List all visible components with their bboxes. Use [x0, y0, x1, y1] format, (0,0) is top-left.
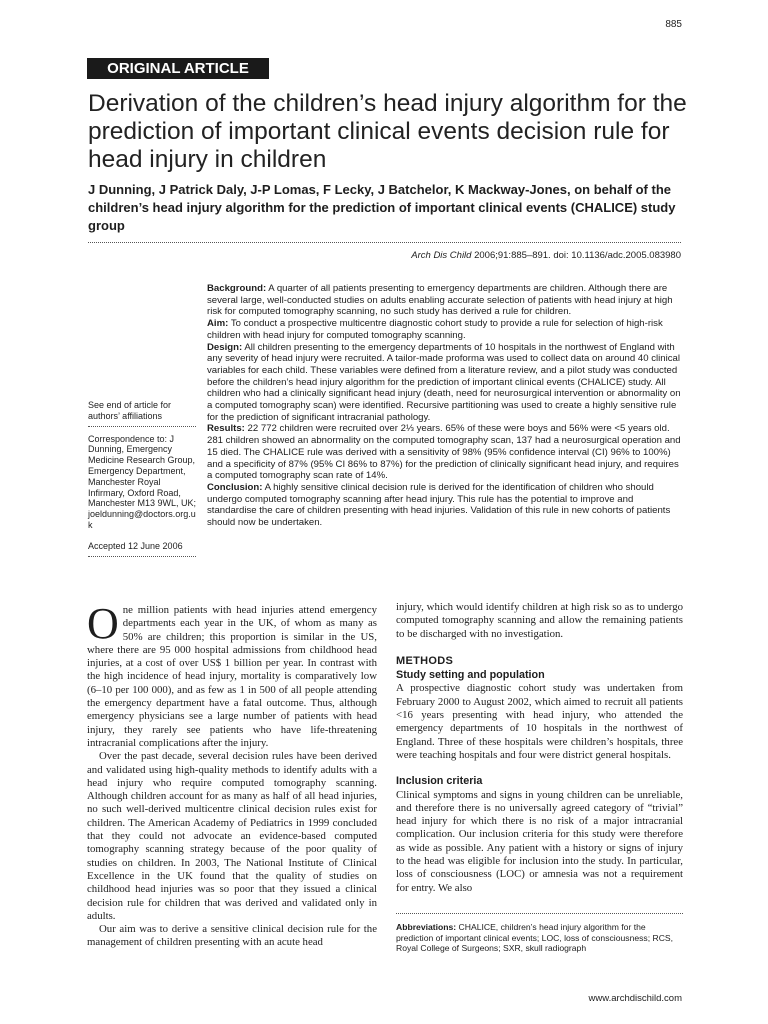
abstract-conclusion — [207, 482, 683, 529]
abstract-label: Background: — [207, 283, 267, 294]
dotted-divider — [88, 242, 681, 243]
abstract-text: A highly sensitive clinical decision rule is derived for the identification of children who should undergo computed tomography scanning after head injury. This rule has the potential to improve and standardise the care of children presenting with head injuries. Validation of this rule in new cohorts of patients should now be undertaken. — [207, 481, 671, 529]
dotted-divider — [88, 426, 196, 427]
author-list: J Dunning, J Patrick Daly, J-P Lomas, F Lecky, J Batchelor, K Mackway-Jones, on behalf of the children’s head injury algorithm for the prediction of important clinical events (CHALICE) study group — [88, 182, 676, 233]
abstract-aim — [207, 318, 683, 341]
abbreviations-text: CHALICE, children’s head injury algorithm for the prediction of important clinical events; LOC, loss of consciousness; RCS, Royal College of Surgeons; SXR, skull radiograph — [396, 922, 674, 954]
abstract-label: Aim: — [207, 318, 229, 330]
intro-paragraph — [87, 599, 377, 750]
subsection-heading: Study setting and population — [396, 669, 545, 682]
body-paragraph: injury, which would identify children at high risk so as to undergo computed tomography scanning and allow the remaining patients to be discharged with no investigation. — [396, 601, 683, 640]
dotted-divider — [396, 913, 683, 914]
body-column-right — [396, 601, 683, 895]
intro-paragraph: Over the past decade, several decision rules have been derived and validated using high-quality methods to identify adults with a head injury who require computed tomography scanning. Although children account for as many as half of all head injuries, no such well-derived multicentre clinical decision rules exist for children. The American Academy of Pediatrics in 1999 concluded that they could not advocate an evidence-based computed tomography scanning strategy because of the poor quality of studies on children. In 2003, The National Institute of Clinical Excellence in the UK found that the quality of studies on childhood head injuries was so poor that they issued a clinical decision rule for children that was derived and validated only in adults. — [87, 750, 377, 922]
journal-name: Arch Dis Child — [411, 250, 472, 261]
abstract-text: A quarter of all patients presenting to emergency departments are children. Although there are several large, well-conducted studies on adults enabling accurate selection of patients with head injury at high risk for computed tomography scanning, no such study has derived a rule for children. — [207, 283, 673, 318]
body-paragraph: A prospective diagnostic cohort study was undertaken from February 2000 to August 2002, which aimed to recruit all patients <16 years presenting with head injury, who attended the emergency departments of 10 hospitals in the northwest of England. Three of these hospitals were children’s hospitals, three were teaching hospitals and four were district general hospitals. — [396, 682, 683, 761]
abstract-results — [207, 423, 683, 482]
abstract-text: To conduct a prospective multicentre diagnostic cohort study to provide a rule for selection of high-risk children with head injury for computed tomography scanning. — [207, 318, 663, 341]
article-type-banner: ORIGINAL ARTICLE — [87, 58, 269, 79]
body-paragraph: Clinical symptoms and signs in young children can be unreliable, and therefore there is no universally agreed category of “trivial” head injury for which there is no risk of a major intracranial complication. Our inclusion criteria for this study were therefore as wide as possible. Any patient with a history or signs of injury to the head was eligible for inclusion into the study. In particular, loss of consciousness (LOC) or amnesia was not a requirement for entry. We also — [396, 788, 683, 894]
affiliations-note: See end of article for authors’ affiliations — [88, 400, 172, 421]
abstract-design — [207, 342, 683, 424]
abstract-background — [207, 283, 683, 318]
abstract — [207, 283, 683, 529]
paragraph-text: ne million patients with head injuries attend emergency departments each year in the UK, of whom as many as 50% are children; this proportion is similar in the US, where there are 95 000 hospital admissions from childhood head injuries, at a cost of over US$ 1 billion per year. In contrast with the high incidence of head injury, mortality is comparatively low (6–10 per 100 000), and as few as 1 in 500 of all people attending the emergency department have a fatal outcome. Thus, although emergency physicians see a large number of patients with head injury, they rarely see patients who have life-threatening intracranial complications after the injury. — [87, 604, 377, 749]
dotted-divider — [88, 556, 196, 557]
body-column-left — [87, 599, 377, 950]
abstract-label: Results: — [207, 423, 245, 435]
abbreviations-box — [396, 922, 683, 954]
accepted-date: Accepted 12 June 2006 — [88, 540, 183, 551]
citation-line — [411, 250, 681, 261]
page-number: 885 — [665, 19, 682, 30]
correspondence-note: Correspondence to: J Dunning, Emergency Medicine Research Group, Emergency Department, Manchester Royal Infirmary, Oxford Road, Manchester M13 9WL, UK; joeldunning@doctors.org.uk — [88, 433, 197, 530]
subsection-heading: Inclusion criteria — [396, 775, 483, 788]
abstract-label: Conclusion: — [207, 481, 263, 493]
drop-cap: O — [87, 599, 119, 648]
abstract-label: Design: — [207, 341, 243, 353]
section-heading: METHODS — [396, 654, 454, 667]
journal-url: www.archdischild.com — [588, 993, 682, 1004]
article-title: Derivation of the children’s head injury algorithm for the prediction of important clinical events decision rule for head injury in children — [88, 90, 687, 173]
abstract-text: 22 772 children were recruited over 2⅓ years. 65% of these were boys and 56% were <5 years old. 281 children showed an abnormality on the computed tomography scan, 137 had a neurosurgical operation and 15 died. The CHALICE rule was derived with a sensitivity of 98% (95% confidence interval (CI) 96% to 100%) and a specificity of 87% (95% CI 86% to 87%) for the prediction of clinically significant head injury, and requires a computed tomography scan rate of 14%. — [207, 423, 681, 482]
abstract-text: All children presenting to the emergency departments of 10 hospitals in the northwest of England with any severity of head injury were recruited. A tailor-made proforma was used to collect data on around 40 clinical variables for each child. These variables were defined from a literature review, and a pilot study was conducted before the children’s head injury algorithm for the prediction of important clinical events (CHALICE) study. All children who had a clinically significant head injury (death, need for neurosurgical intervention or abnormality on a computed tomography scan) were identified. Recursive partitioning was used to create a highly sensitive rule for the prediction of significant intracranial pathology. — [207, 341, 681, 423]
intro-paragraph: Our aim was to derive a sensitive clinical decision rule for the management of children presenting with an acute head — [87, 923, 377, 949]
sidebar-notes — [88, 400, 198, 564]
citation-detail: 2006;91:885–891. doi: 10.1136/adc.2005.083980 — [471, 250, 681, 261]
abbreviations-label: Abbreviations: — [396, 922, 457, 932]
